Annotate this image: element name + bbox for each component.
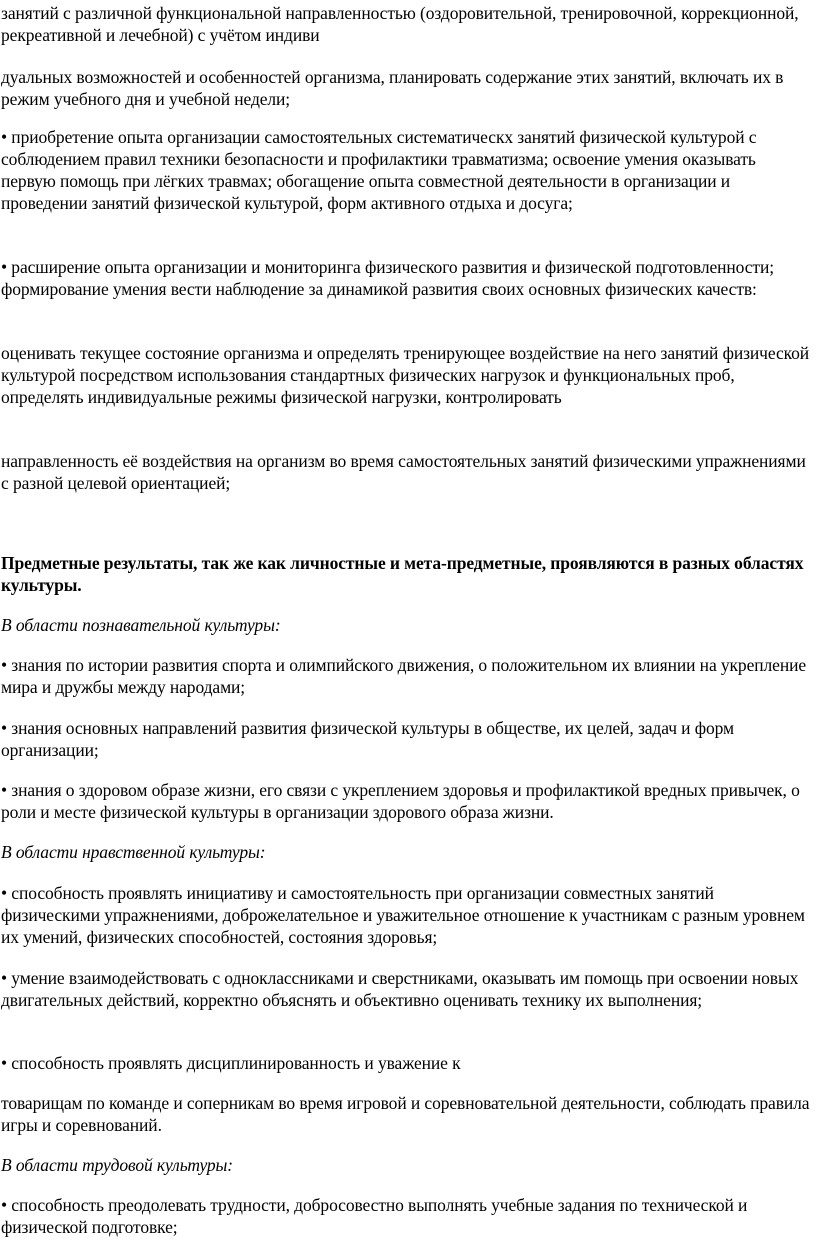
subheading-labor: В области трудовой культуры: xyxy=(1,1155,234,1175)
bullet-interaction: • умение взаимодействовать с одноклассниками и сверстниками, оказывать им помощь при освоении новых двигательных действий, корректно объяснять и объективно оценивать технику их выполнения; xyxy=(1,968,799,1010)
subheading-moral: В области нравственной культуры: xyxy=(1,842,266,862)
bullet-difficulties: • способность преодолевать трудности, добросовестно выполнять учебные задания по технической и физической подготовке; xyxy=(1,1195,748,1237)
bullet-monitoring: • расширение опыта организации и мониторинга физического развития и физической подготовленности; формирование умения вести наблюдение за динамикой развития своих основных физических качеств: xyxy=(1,257,774,299)
paragraph-assess: оценивать текущее состояние организма и определять тренирующее воздействие на него занятий физической культурой посредством использования стандартных физических нагрузок и функциональных проб, определять индивидуальные режимы физической нагрузки, контролировать xyxy=(1,343,810,407)
paragraph-direction: направленность её воздействия на организм во время самостоятельных занятий физическими упражнениями с разной целевой ориентацией; xyxy=(1,451,806,493)
section-heading: Предметные результаты, так же как личностные и мета-предметные, проявляются в разных областях культуры. xyxy=(1,553,804,595)
bullet-experience: • приобретение опыта организации самостоятельных систематическх занятий физической культурой с соблюдением правил техники безопасности и профилактики травматизма; освоение умения оказывать первую помощь при лёгких травмах; обогащение опыта совместной деятельности в организации и проведении занятий физической культурой, форм активного отдыха и досуга; xyxy=(1,127,757,213)
bullet-initiative: • способность проявлять инициативу и самостоятельность при организации совместных занятий физическими упражнениями, доброжелательное и уважительное отношение к участникам с разным уровнем их умений, физических способностей, состояния здоровья; xyxy=(1,883,805,947)
bullet-healthy: • знания о здоровом образе жизни, его связи с укреплением здоровья и профилактикой вредных привычек, о роли и месте физической культуры в организации здорового образа жизни. xyxy=(1,780,800,822)
paragraph-1: занятий с различной функциональной направленностью (оздоровительной, тренировочной, коррекционной, рекреативной и лечебной) с учётом индиви xyxy=(1,3,799,45)
bullet-directions: • знания основных направлений развития физической культуры в обществе, их целей, задач и форм организации; xyxy=(1,718,734,760)
paragraph-2: дуальных возможностей и особенностей организма, планировать содержание этих занятий, включать их в режим учебного дня и учебной недели; xyxy=(1,67,784,109)
subheading-cognitive: В области познавательной культуры: xyxy=(1,615,281,635)
bullet-discipline: • способность проявлять дисциплинированность и уважение к xyxy=(1,1053,461,1073)
paragraph-teammates: товарищам по команде и соперникам во время игровой и соревновательной деятельности, соблюдать правила игры и соревнований. xyxy=(1,1093,810,1135)
bullet-history: • знания по истории развития спорта и олимпийского движения, о положительном их влиянии на укрепление мира и дружбы между народами; xyxy=(1,655,807,697)
